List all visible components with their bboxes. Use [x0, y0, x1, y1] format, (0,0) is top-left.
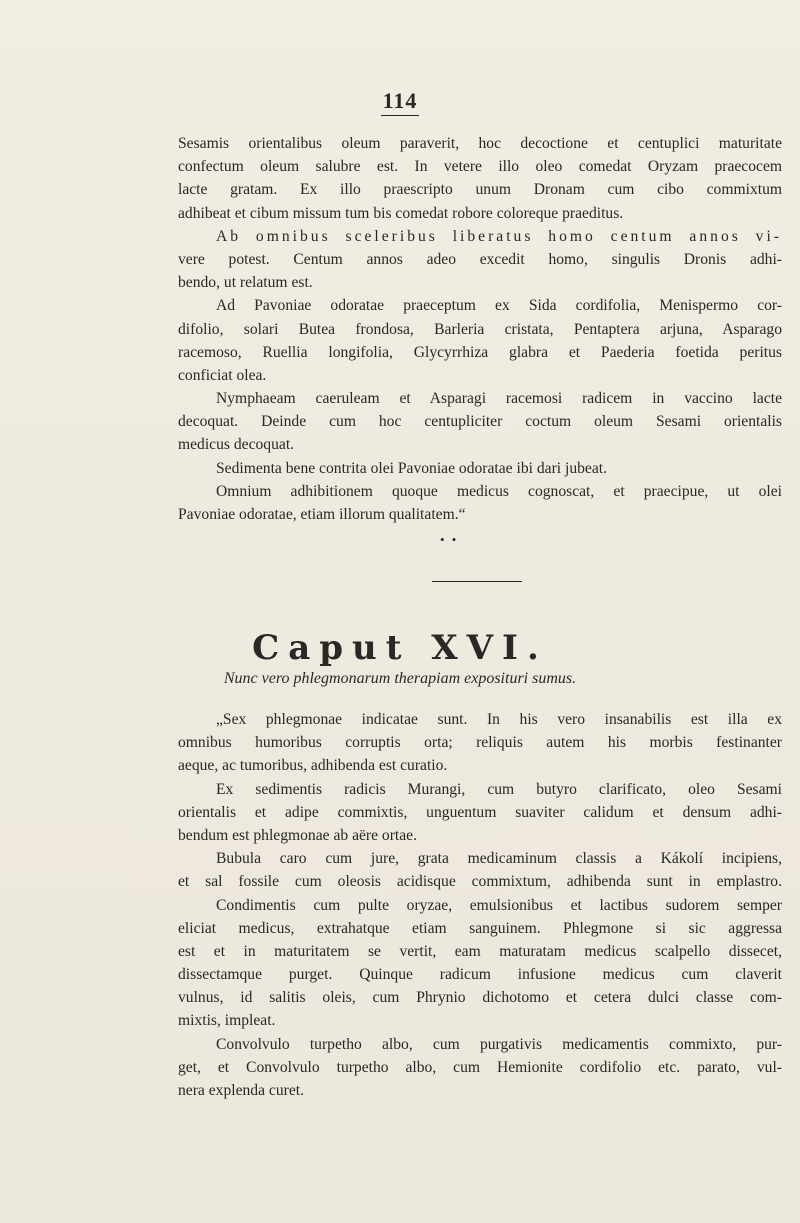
text-block-bottom [178, 708, 782, 1102]
text-line: Sesamis orientalibus oleum paraverit, hoc decoctione et centuplici maturitate [178, 135, 782, 152]
text-block-top [178, 132, 782, 526]
text-line: eliciat medicus, extrahatque etiam sanguinem. Phlegmone si sic aggressa [178, 919, 782, 937]
text-line: racemoso, Ruellia longifolia, Glycyrrhiza glabra et Paederia foetida peritus [178, 343, 782, 361]
text-line: „Sex phlegmonae indicatae sunt. In his vero insanabilis est illa ex [216, 711, 782, 728]
ornament: • • [440, 532, 459, 547]
text-line: medicus decoquat. [178, 436, 295, 454]
text-line: et sal fossile cum oleosis acidisque commixtum, adhibenda sunt in emplastro. [178, 873, 782, 891]
text-line: Omnium adhibitionem quoque medicus cognoscat, et praecipue, ut olei [216, 482, 782, 500]
text-line: Sedimenta bene contrita olei Pavoniae odoratae ibi dari jubeat. [216, 459, 608, 477]
text-line: decoquat. Deinde cum hoc centupliciter coctum oleum Sesami orientalis [178, 413, 782, 431]
text-line: lacte gratam. Ex illo praescripto unum Dronam cum cibo commixtum [178, 181, 782, 199]
text-line: aeque, ac tumoribus, adhibenda est curatio. [178, 757, 448, 775]
text-line: Ex sedimentis radicis Murangi, cum butyro clarificato, oleo Sesami [216, 780, 782, 798]
text-line: Convolvulo turpetho albo, cum purgativis medicamentis commixto, pur- [216, 1035, 782, 1053]
text-line: difolio, solari Butea frondosa, Barleria cristata, Pentaptera arjuna, Asparago [178, 320, 782, 338]
text-line: Ad Pavoniae odoratae praeceptum ex Sida cordifolia, Menispermo cor- [216, 297, 782, 315]
text-line: Nymphaeam caeruleam et Asparagi racemosi radicem in vaccino lacte [216, 390, 782, 408]
section-divider [432, 581, 522, 582]
text-line: orientalis et adipe commixtis, unguentum suaviter calidum et densum adhi- [178, 803, 782, 821]
text-line: bendum est phlegmonae ab aëre ortae. [178, 826, 418, 844]
text-line: Pavoniae odoratae, etiam illorum qualitatem.“ [178, 506, 466, 523]
page-number: 114 [0, 88, 800, 116]
text-line: adhibeat et cibum missum tum bis comedat robore coloreque praeditus. [178, 204, 624, 222]
text-line: bendo, ut relatum est. [178, 274, 313, 292]
text-line: Condimentis cum pulte oryzae, emulsionibus et lactibus sudorem semper [216, 896, 782, 914]
text-line: Bubula caro cum jure, grata medicaminum classis a Kákolí incipiens, [216, 850, 782, 868]
text-line: confectum oleum salubre est. In vetere illo oleo comedat Oryzam praecocem [178, 158, 782, 176]
text-line: vulnus, id salitis oleis, cum Phrynio dichotomo et cetera dulci classe com- [178, 989, 782, 1007]
chapter-subtitle: Nunc vero phlegmonarum therapiam exposituri sumus. [223, 670, 577, 687]
text-line: mixtis, impleat. [178, 1012, 276, 1030]
text-line: Ab omnibus sceleribus liberatus homo centum annos vi- [216, 227, 782, 245]
text-line: dissectamque purget. Quinque radicum infusione medicus cum claverit [178, 966, 782, 984]
text-line: omnibus humoribus corruptis orta; reliquis autem his morbis festinanter [178, 734, 782, 752]
text-line: conficiat olea. [178, 366, 267, 384]
text-line: est et in maturitatem se vertit, eam maturatam medicus scalpello dissecet, [178, 942, 782, 960]
text-line: get, et Convolvulo turpetho albo, cum Hemionite cordifolio etc. parato, vul- [178, 1058, 782, 1076]
chapter-title: Caput XVI. [252, 628, 548, 668]
text-line: vere potest. Centum annos adeo excedit homo, singulis Dronis adhi- [178, 250, 782, 268]
text-line: nera explenda curet. [178, 1082, 304, 1099]
